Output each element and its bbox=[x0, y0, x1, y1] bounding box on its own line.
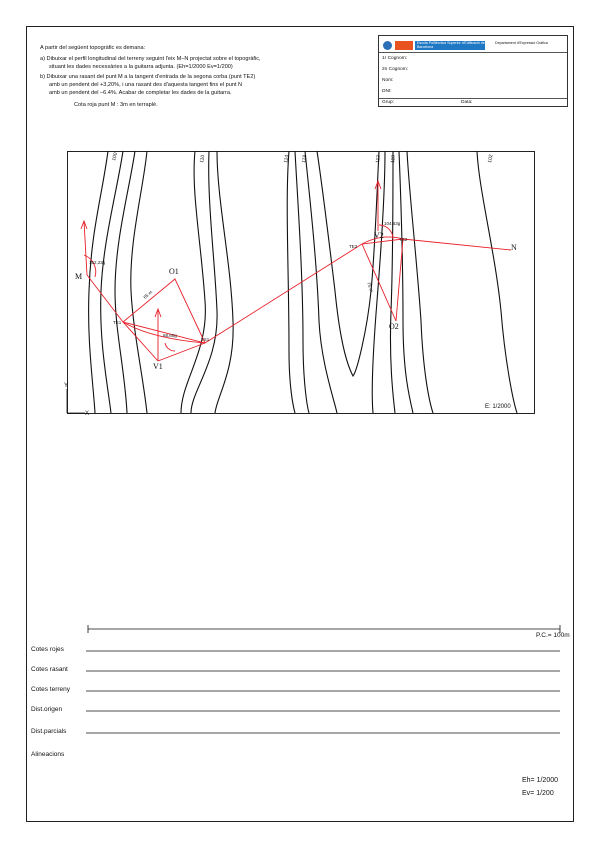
title-block bbox=[378, 35, 568, 107]
contour-line bbox=[477, 151, 517, 413]
point-n-label: N bbox=[511, 243, 517, 252]
point-o2-label: O2 bbox=[389, 322, 399, 331]
dist-origen-label: Dist.origen bbox=[31, 706, 63, 713]
contour-line bbox=[305, 151, 337, 413]
contour-label: 110 bbox=[390, 154, 397, 164]
contour-label: 118 bbox=[301, 154, 309, 164]
school-mark-icon bbox=[395, 41, 413, 50]
drawing-sheet bbox=[26, 26, 574, 822]
contour-labels bbox=[111, 152, 494, 164]
cotes-rojes-label: Cotes rojes bbox=[31, 646, 64, 653]
alineacions-label: Alineacions bbox=[31, 751, 65, 758]
contour-label: 114 bbox=[283, 154, 291, 164]
vertical-scale: Ev= 1/200 bbox=[522, 790, 554, 797]
contour-line bbox=[407, 151, 433, 413]
te1-label: TE1 bbox=[113, 320, 122, 325]
contour-line bbox=[287, 151, 295, 413]
grup-field[interactable]: Grup: bbox=[382, 100, 394, 105]
university-name: Escola Politècnica Superior d'Edificació de Barcelona bbox=[417, 40, 485, 49]
dni-field[interactable]: DNI: bbox=[382, 89, 392, 94]
point-v2-label: V2 bbox=[374, 231, 384, 240]
point-m-label: M bbox=[75, 272, 83, 281]
title-divider bbox=[379, 98, 567, 99]
ts2-label: TS2 bbox=[399, 237, 408, 242]
radius-1-label: 65 m bbox=[142, 289, 154, 300]
data-field[interactable]: Data: bbox=[461, 100, 473, 105]
cotes-terreny-label: Cotes terreny bbox=[31, 686, 71, 693]
point-v1-label: V1 bbox=[153, 362, 163, 371]
nom-field[interactable]: Nom: bbox=[382, 78, 394, 83]
contour-line bbox=[215, 151, 233, 413]
contour-line bbox=[101, 151, 123, 413]
cognom1-field[interactable]: 1r Cognom: bbox=[382, 56, 408, 61]
contour-label: 112 bbox=[375, 154, 382, 164]
cognom2-field[interactable]: 2n Cognom: bbox=[382, 67, 409, 72]
angle-arc-v1 bbox=[165, 343, 175, 351]
contour-line bbox=[115, 151, 135, 413]
contour-line bbox=[317, 151, 379, 376]
horizontal-scale: Eh= 1/2000 bbox=[522, 777, 559, 784]
part-a-line2: situant les dades necessàries a la guitarra adjunta. (Eh=1/2000 Ev=1/200) bbox=[49, 64, 233, 70]
contour-line bbox=[390, 151, 395, 413]
radius-2-label: 75 m bbox=[366, 281, 375, 293]
part-b-line3: amb un pendent del –6.4%. Acabar de completar les dades de la guitarra. bbox=[49, 90, 232, 96]
pc-label: P.C.= 100m bbox=[536, 632, 570, 639]
angle-v2-label: 104,63g bbox=[384, 221, 401, 226]
angle-m-label: 152,23g bbox=[89, 260, 106, 265]
axis-y-label: Y bbox=[64, 383, 69, 389]
cotes-rasant-label: Cotes rasant bbox=[31, 666, 68, 673]
axis-x-label: X bbox=[85, 411, 90, 417]
part-b-line2: amb un pendent del +3,20%, i una rasant des d'aquesta tangent fins el punt N bbox=[49, 82, 243, 88]
university-logo bbox=[383, 40, 485, 50]
map-scale-label: E: 1/2000 bbox=[485, 404, 511, 410]
cota-roja-note: Cota roja punt M : 3m en terraplè. bbox=[74, 102, 158, 108]
intro-text: A partir del següent topogràfic es demana: bbox=[40, 45, 146, 51]
topographic-map bbox=[64, 151, 535, 417]
contour-label: 102 bbox=[487, 154, 495, 164]
department-name: Departament d'Expressió Gràfica bbox=[495, 41, 548, 45]
contour-line bbox=[399, 151, 413, 413]
radius-lines-2 bbox=[362, 239, 403, 321]
part-b-line1: b) Dibuixar una rasant del punt M a la tangent d'entrada de la segona corba (punt TE2) bbox=[40, 74, 256, 80]
title-divider bbox=[379, 52, 567, 53]
contour-lines bbox=[89, 151, 517, 413]
part-a-line1: a) Dibuixar el perfil longitudinal del terreny seguint l'eix M–N projectat sobre el topogràfic, bbox=[40, 56, 261, 62]
ts1-label: TS1 bbox=[201, 337, 210, 342]
contour-line bbox=[131, 151, 147, 413]
globe-icon bbox=[383, 41, 392, 50]
te2-label: TE2 bbox=[349, 244, 358, 249]
north-references bbox=[84, 181, 378, 361]
alignment-axis bbox=[81, 181, 511, 361]
contour-label: 100 bbox=[111, 151, 120, 162]
point-o1-label: O1 bbox=[169, 267, 179, 276]
contour-line bbox=[181, 151, 205, 413]
coordinate-axes bbox=[67, 389, 85, 413]
dist-parcials-label: Dist.parcials bbox=[31, 728, 67, 735]
contour-label: 110 bbox=[199, 154, 207, 164]
angle-v1-label: 68,60g bbox=[163, 333, 177, 338]
exercise-instructions bbox=[40, 44, 360, 109]
